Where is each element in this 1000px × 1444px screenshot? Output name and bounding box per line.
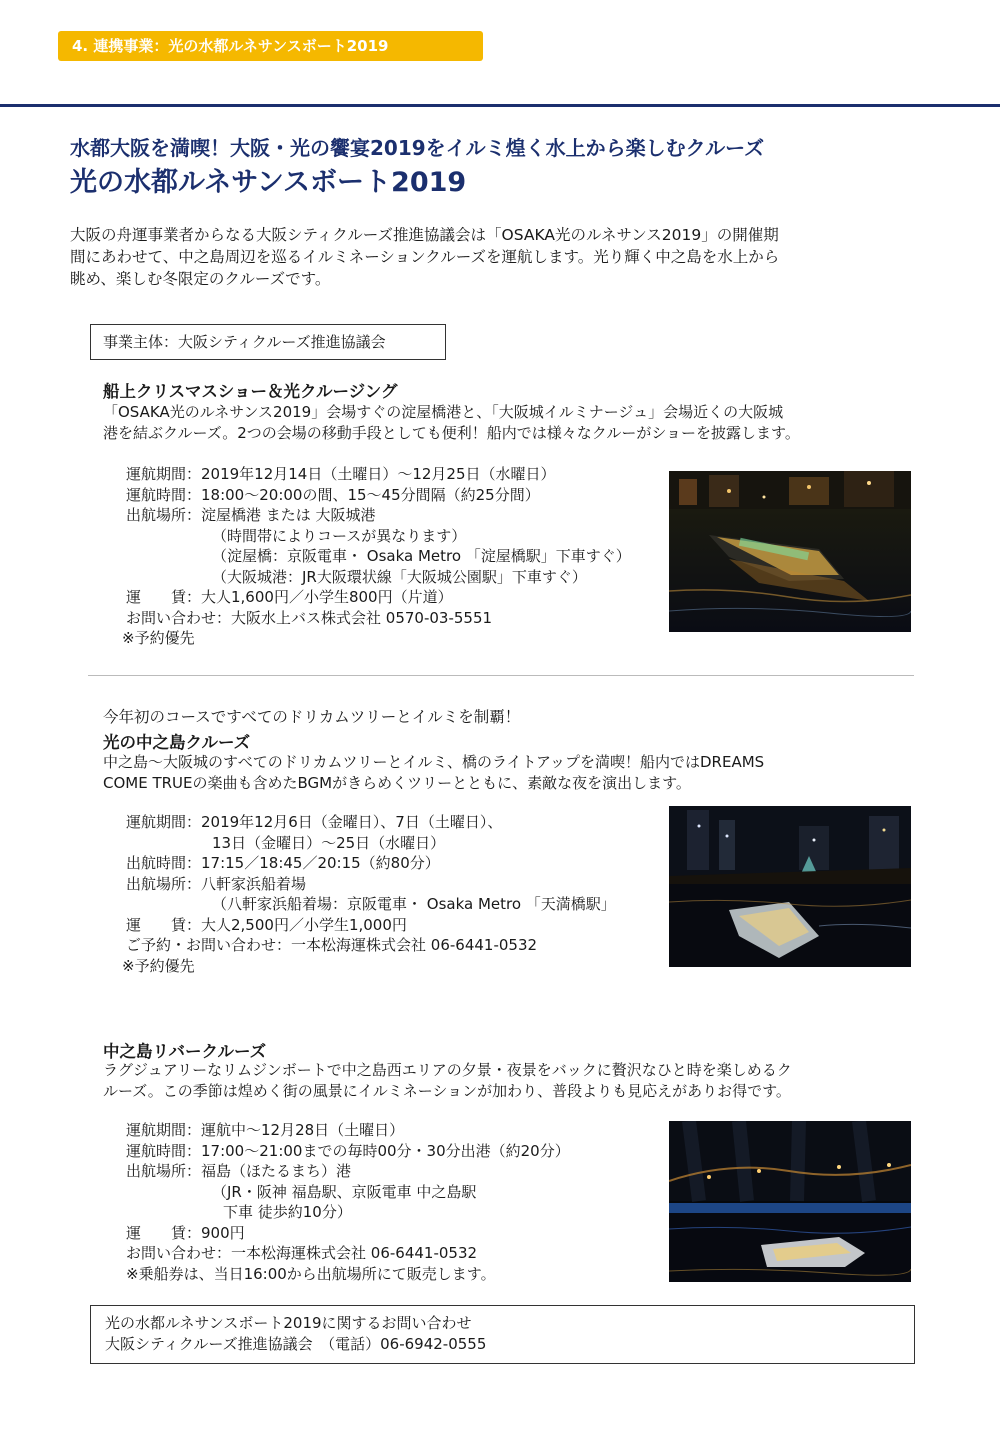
detail-row: 運航期間：2019年12月6日（金曜日）、7日（土曜日）、 (126, 813, 503, 831)
section-1-details (122, 464, 631, 649)
section-1-heading: 船上クリスマスショー＆光クルージング (103, 382, 398, 401)
desc-line: ラグジュアリーなリムジンボートで中之島西エリアの夕景・夜景をバックに贅沢なひと時を楽しめるク (103, 1061, 792, 1079)
page-title: 光の水都ルネサンスボート2019 (70, 167, 467, 198)
detail-row: 出航場所：八軒家浜船着場 (126, 874, 307, 893)
desc-line: 「OSAKA光のルネサンス2019」会場すぐの淀屋橋港と、「大阪城イルミナージュ」会場近くの大阪城 (103, 403, 784, 421)
cruise-photo-1 (669, 471, 911, 632)
organizer-box: 事業主体：大阪シティクルーズ推進協議会 (90, 324, 446, 360)
header-rule (0, 104, 1000, 107)
detail-row: ※予約優先 (122, 629, 195, 647)
detail-row: （八軒家浜船着場：京阪電車・ Osaka Metro 「天満橋駅」 (212, 895, 616, 913)
detail-row: （淀屋橋：京阪電車・ Osaka Metro 「淀屋橋駅」下車すぐ） (212, 547, 631, 565)
detail-row: （大阪城港：JR大阪環状線「大阪城公園駅」下車すぐ） (212, 567, 587, 586)
cruise-photo-3 (669, 1121, 911, 1282)
detail-row: お問い合わせ：一本松海運株式会社 06-6441-0532 (126, 1244, 478, 1262)
detail-row: 運航時間：17:00～21:00までの毎時00分・30分出港（約20分） (126, 1141, 570, 1160)
intro-line: 間にあわせて、中之島周辺を巡るイルミネーションクルーズを運航します。光り輝く中之島を水上から (70, 248, 780, 266)
section-2-lead: 今年初のコースですべてのドリカムツリーとイルミを制覇！ (103, 708, 521, 726)
section-divider (88, 675, 914, 676)
section-2-details (122, 812, 616, 976)
intro-line: 大阪の舟運事業者からなる大阪シティクルーズ推進協議会は「OSAKA光のルネサンス2019」の開催期 (70, 226, 779, 244)
intro-line: 眺め、楽しむ冬限定のクルーズです。 (70, 270, 331, 288)
detail-row: 運航期間：運航中～12月28日（土曜日） (126, 1121, 405, 1139)
contact-box (90, 1305, 915, 1364)
page-subtitle: 水都大阪を満喫！大阪・光の饗宴2019をイルミ煌く水上から楽しむクルーズ (70, 136, 765, 160)
section-1-description (103, 402, 923, 444)
detail-row: お問い合わせ：大阪水上バス株式会社 0570-03-5551 (126, 608, 493, 627)
intro-paragraph (70, 224, 950, 290)
desc-line: COME TRUEの楽曲も含めたBGMがきらめくツリーとともに、素敵な夜を演出します。 (103, 774, 691, 792)
detail-row: ご予約・お問い合わせ：一本松海運株式会社 06-6441-0532 (126, 936, 538, 954)
detail-row: 運 賃：大人2,500円／小学生1,000円 (126, 915, 407, 934)
detail-row: ※乗船券は、当日16:00から出航場所にて販売します。 (126, 1264, 496, 1283)
section-2-heading: 光の中之島クルーズ (103, 733, 251, 752)
section-3-details (126, 1120, 570, 1284)
detail-row: 運 賃：大人1,600円／小学生800円（片道） (126, 588, 453, 606)
detail-row: 運航時間：18:00～20:00の間、15～45分間隔（約25分間） (126, 485, 540, 504)
desc-line: 港を結ぶクルーズ。2つの会場の移動手段としても便利！船内では様々なクルーがショーを披露します。 (103, 424, 800, 442)
detail-row: 出航場所：福島（ほたるまち）港 (126, 1162, 352, 1180)
desc-line: ルーズ。この季節は煌めく街の風景にイルミネーションが加わり、普段よりも見応えがありお得です。 (103, 1082, 791, 1100)
contact-line: 大阪シティクルーズ推進協議会 （電話）06-6942-0555 (105, 1335, 487, 1353)
detail-row: 13日（金曜日）～25日（水曜日） (212, 833, 446, 852)
section-tag: 4. 連携事業：光の水都ルネサンスボート2019 (58, 31, 483, 61)
detail-row: ※予約優先 (122, 956, 195, 975)
detail-row: 運航期間：2019年12月14日（土曜日）～12月25日（水曜日） (126, 465, 556, 483)
detail-row: 出航時間：17:15／18:45／20:15（約80分） (126, 854, 440, 872)
section-3-heading: 中之島リバークルーズ (103, 1042, 267, 1061)
detail-row: 下車 徒歩約10分） (223, 1203, 352, 1221)
cruise-photo-2 (669, 806, 911, 967)
section-3-description (103, 1060, 923, 1102)
section-2-description (103, 752, 923, 794)
detail-row: 運 賃：900円 (126, 1223, 245, 1242)
detail-row: （JR・阪神 福島駅、京阪電車 中之島駅 (212, 1182, 477, 1201)
detail-row: 出航場所：淀屋橋港 または 大阪城港 (126, 506, 376, 524)
contact-line: 光の水都ルネサンスボート2019に関するお問い合わせ (105, 1314, 472, 1332)
desc-line: 中之島～大阪城のすべてのドリカムツリーとイルミ、橋のライトアップを満喫！船内ではDREAMS (103, 753, 765, 771)
detail-row: （時間帯によりコースが異なります） (212, 526, 467, 545)
